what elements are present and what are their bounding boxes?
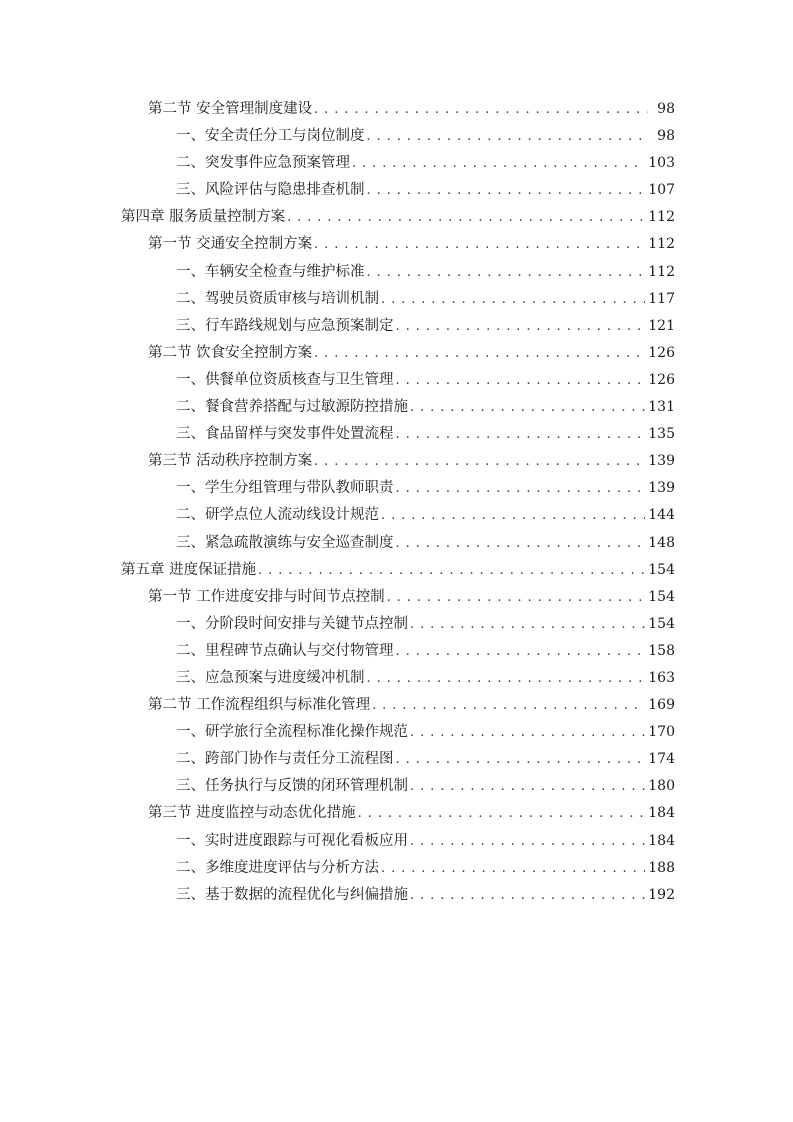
toc-dot-leader (367, 259, 646, 286)
toc-subsection-entry[interactable] (176, 828, 675, 855)
toc-dot-leader (396, 638, 646, 665)
toc-dot-leader (410, 394, 645, 421)
toc-page-number: 154 (645, 557, 675, 584)
toc-dot-leader (358, 800, 646, 827)
toc-section-entry[interactable] (148, 800, 675, 827)
toc-section-entry[interactable] (148, 584, 675, 611)
toc-entry-title: 一、车辆安全检查与维护标准 (176, 259, 367, 286)
toc-entry-title: 二、研学点位人流动线设计规范 (176, 502, 381, 529)
toc-page-number: 98 (648, 123, 675, 150)
toc-dot-leader (381, 502, 645, 529)
toc-dot-leader (287, 204, 645, 231)
toc-subsection-entry[interactable] (176, 177, 675, 204)
toc-entry-title: 三、食品留样与突发事件处置流程 (176, 421, 396, 448)
toc-entry-title: 第三节 活动秩序控制方案 (148, 448, 314, 475)
toc-entry-title: 一、学生分组管理与带队教师职责 (176, 475, 396, 502)
toc-page-number: 112 (645, 259, 675, 286)
toc-subsection-entry[interactable] (176, 421, 675, 448)
toc-dot-leader (367, 123, 649, 150)
toc-entry-title: 一、安全责任分工与岗位制度 (176, 123, 367, 150)
toc-entry-title: 二、餐食营养搭配与过敏源防控措施 (176, 394, 410, 421)
toc-page-number: 154 (645, 584, 675, 611)
toc-subsection-entry[interactable] (176, 475, 675, 502)
toc-entry-title: 三、行车路线规划与应急预案制定 (176, 313, 396, 340)
toc-subsection-entry[interactable] (176, 150, 675, 177)
toc-entry-title: 三、风险评估与隐患排查机制 (176, 177, 367, 204)
toc-dot-leader (410, 773, 645, 800)
toc-page-number: 112 (645, 204, 675, 231)
toc-entry-title: 三、紧急疏散演练与安全巡查制度 (176, 530, 396, 557)
toc-subsection-entry[interactable] (176, 259, 675, 286)
table-of-contents (0, 96, 793, 909)
toc-section-entry[interactable] (148, 692, 675, 719)
toc-dot-leader (381, 855, 645, 882)
toc-subsection-entry[interactable] (176, 746, 675, 773)
toc-page-number: 117 (645, 286, 675, 313)
toc-page-number: 144 (645, 502, 675, 529)
toc-dot-leader (314, 448, 645, 475)
toc-dot-leader (258, 557, 645, 584)
toc-entry-title: 第一节 交通安全控制方案 (148, 231, 314, 258)
toc-page-number: 154 (645, 611, 675, 638)
toc-entry-title: 第四章 服务质量控制方案 (121, 204, 287, 231)
toc-dot-leader (387, 584, 646, 611)
toc-page-number: 112 (645, 231, 675, 258)
toc-entry-title: 二、跨部门协作与责任分工流程图 (176, 746, 396, 773)
toc-entry-title: 二、驾驶员资质审核与培训机制 (176, 286, 381, 313)
toc-entry-title: 第五章 进度保证措施 (121, 557, 258, 584)
toc-entry-title: 第二节 饮食安全控制方案 (148, 340, 314, 367)
toc-entry-title: 三、应急预案与进度缓冲机制 (176, 665, 367, 692)
toc-entry-title: 一、供餐单位资质核查与卫生管理 (176, 367, 396, 394)
toc-section-entry[interactable] (148, 231, 675, 258)
toc-page-number: 174 (645, 746, 675, 773)
toc-entry-title: 三、基于数据的流程优化与纠偏措施 (176, 882, 410, 909)
toc-entry-title: 一、分阶段时间安排与关键节点控制 (176, 611, 410, 638)
toc-dot-leader (396, 367, 646, 394)
toc-subsection-entry[interactable] (176, 638, 675, 665)
toc-subsection-entry[interactable] (176, 313, 675, 340)
toc-page-number: 192 (645, 882, 675, 909)
toc-chapter-entry[interactable] (121, 557, 675, 584)
toc-section-entry[interactable] (148, 340, 675, 367)
toc-page-number: 188 (645, 855, 675, 882)
toc-page-number: 103 (645, 150, 675, 177)
toc-dot-leader (396, 313, 646, 340)
toc-subsection-entry[interactable] (176, 611, 675, 638)
toc-entry-title: 第一节 工作进度安排与时间节点控制 (148, 584, 387, 611)
toc-dot-leader (314, 231, 645, 258)
toc-page-number: 98 (648, 96, 675, 123)
toc-dot-leader (410, 882, 645, 909)
toc-dot-leader (367, 665, 646, 692)
toc-page-number: 148 (645, 530, 675, 557)
toc-dot-leader (381, 286, 645, 313)
toc-dot-leader (410, 611, 645, 638)
toc-entry-title: 第二节 安全管理制度建设 (148, 96, 314, 123)
toc-subsection-entry[interactable] (176, 502, 675, 529)
toc-entry-title: 二、突发事件应急预案管理 (176, 150, 352, 177)
toc-subsection-entry[interactable] (176, 530, 675, 557)
toc-dot-leader (396, 746, 646, 773)
toc-dot-leader (314, 96, 648, 123)
toc-page-number: 180 (645, 773, 675, 800)
toc-dot-leader (410, 719, 645, 746)
toc-dot-leader (352, 150, 645, 177)
toc-chapter-entry[interactable] (121, 204, 675, 231)
toc-dot-leader (396, 530, 646, 557)
toc-section-entry[interactable] (148, 96, 675, 123)
toc-page-number: 163 (645, 665, 675, 692)
toc-subsection-entry[interactable] (176, 665, 675, 692)
toc-entry-title: 三、任务执行与反馈的闭环管理机制 (176, 773, 410, 800)
toc-page-number: 158 (645, 638, 675, 665)
toc-entry-title: 一、实时进度跟踪与可视化看板应用 (176, 828, 410, 855)
toc-page-number: 135 (645, 421, 675, 448)
toc-entry-title: 二、多维度进度评估与分析方法 (176, 855, 381, 882)
toc-section-entry[interactable] (148, 448, 675, 475)
toc-dot-leader (367, 177, 646, 204)
toc-page-number: 131 (645, 394, 675, 421)
toc-subsection-entry[interactable] (176, 123, 675, 150)
toc-page-number: 184 (645, 800, 675, 827)
toc-page-number: 170 (645, 719, 675, 746)
toc-dot-leader (372, 692, 645, 719)
toc-subsection-entry[interactable] (176, 367, 675, 394)
toc-subsection-entry[interactable] (176, 882, 675, 909)
toc-page-number: 184 (645, 828, 675, 855)
toc-dot-leader (396, 475, 646, 502)
toc-page-number: 121 (645, 313, 675, 340)
toc-subsection-entry[interactable] (176, 286, 675, 313)
toc-page-number: 139 (645, 475, 675, 502)
toc-entry-title: 第三节 进度监控与动态优化措施 (148, 800, 358, 827)
toc-page-number: 139 (645, 448, 675, 475)
toc-subsection-entry[interactable] (176, 394, 675, 421)
toc-page-number: 126 (645, 340, 675, 367)
toc-subsection-entry[interactable] (176, 719, 675, 746)
toc-entry-title: 二、里程碑节点确认与交付物管理 (176, 638, 396, 665)
toc-entry-title: 一、研学旅行全流程标准化操作规范 (176, 719, 410, 746)
toc-dot-leader (396, 421, 646, 448)
toc-page-number: 126 (645, 367, 675, 394)
toc-page-number: 169 (645, 692, 675, 719)
toc-dot-leader (314, 340, 645, 367)
toc-page-number: 107 (645, 177, 675, 204)
toc-dot-leader (410, 828, 645, 855)
toc-subsection-entry[interactable] (176, 773, 675, 800)
toc-subsection-entry[interactable] (176, 855, 675, 882)
toc-entry-title: 第二节 工作流程组织与标准化管理 (148, 692, 372, 719)
